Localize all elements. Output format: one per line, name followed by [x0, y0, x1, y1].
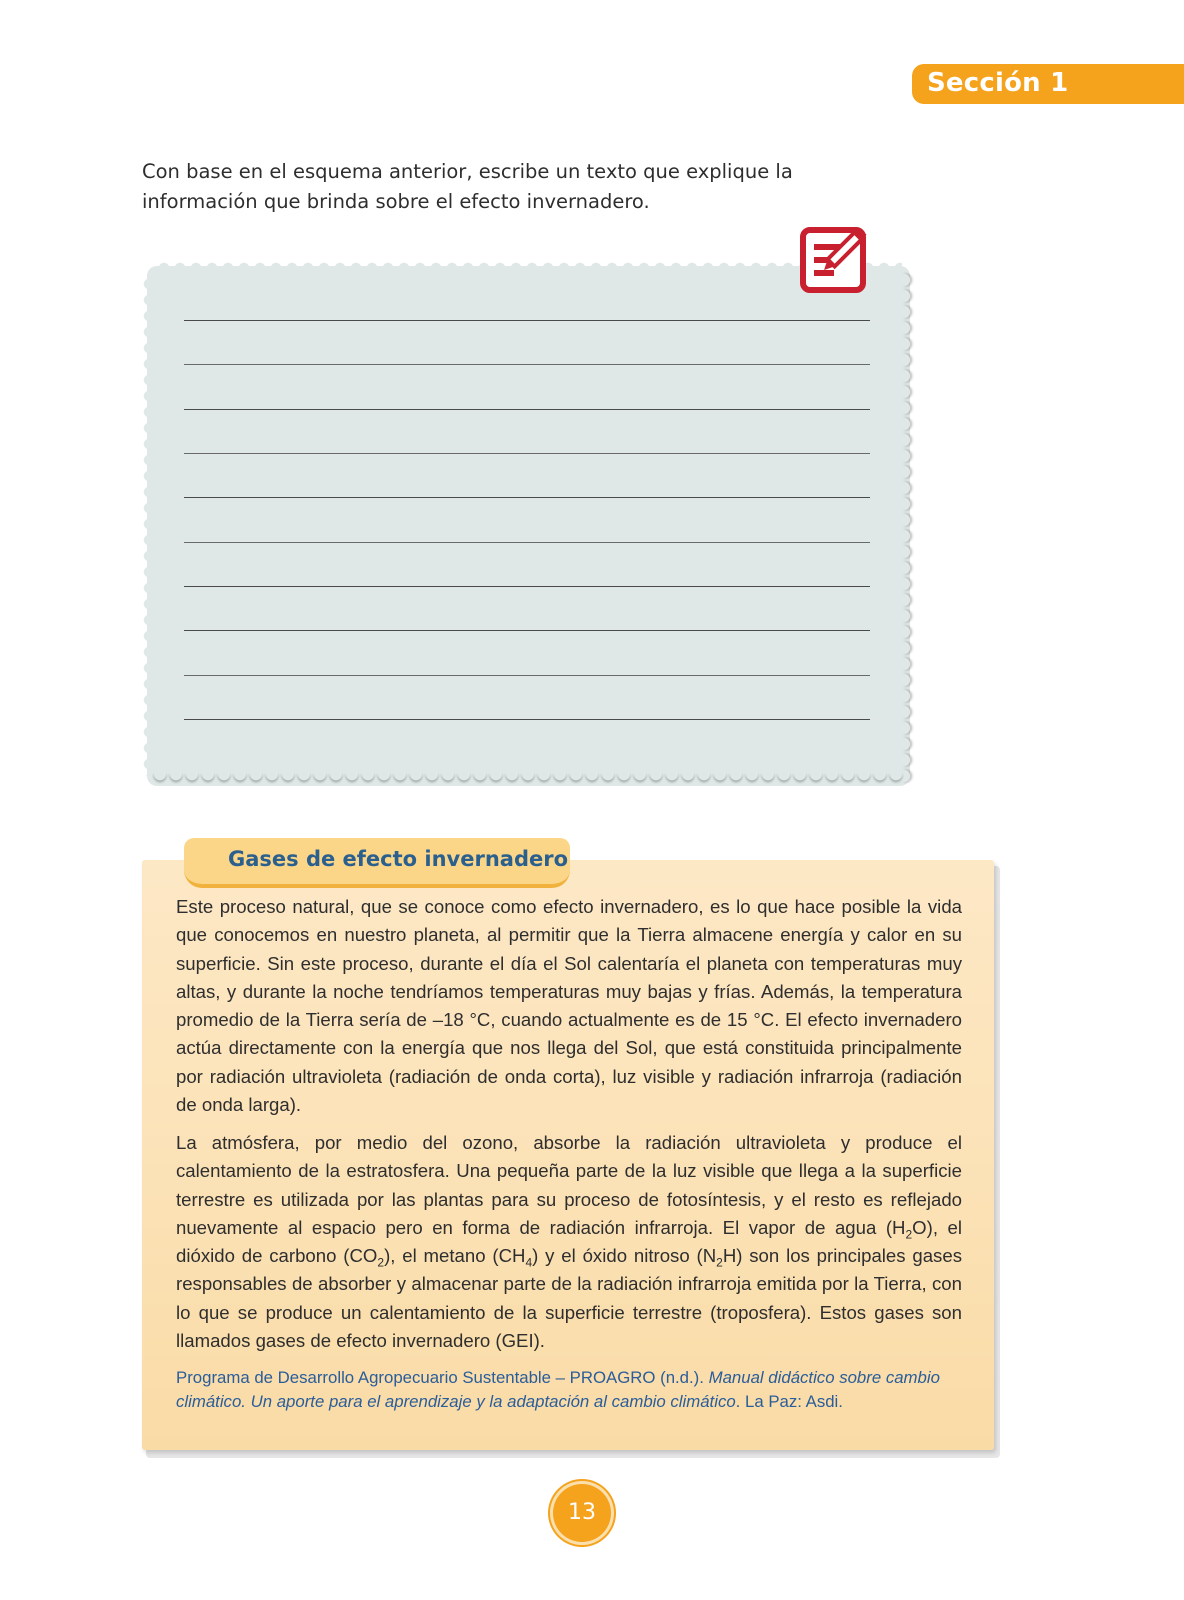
subscript: 2 [716, 1255, 723, 1270]
writing-line[interactable] [184, 453, 870, 454]
paragraph-2-text: ), el metano (CH [384, 1245, 526, 1267]
info-paragraph-1: Este proceso natural, que se conoce como efecto invernadero, es lo que hace posible la vida que conocemos en nuestro planeta, al permitir que la Tierra almacene energía y calor en su superficie. Sin este proceso, durante el día el Sol calentaría el planeta con temperaturas muy altas, y durante la noche tendríamos temperaturas muy bajas y frías. Además, la temperatura promedio de la Tierra sería de –18 °C, cuando actualmente es de 15 °C. El efecto invernadero actúa directamente con la energía que nos llega del Sol, que está constituida principalmente por radiación ultravioleta (radiación de onda corta), luz visible y radiación infrarroja (radiación de onda larga). [176, 896, 962, 1116]
paper-edge-bottom [152, 772, 904, 788]
writing-line[interactable] [184, 542, 870, 543]
writing-line[interactable] [184, 320, 870, 321]
paragraph-2-text: ) y el óxido nitroso (N [532, 1245, 717, 1267]
writing-paper[interactable] [147, 266, 910, 786]
writing-line[interactable] [184, 719, 870, 720]
section-tab [912, 64, 1184, 104]
page-number: 13 [553, 1484, 611, 1542]
info-title: Gases de efecto invernadero [228, 847, 569, 871]
paragraph-2-text: La atmósfera, por medio del ozono, absorbe la radiación ultravioleta y produce el calentamiento de la estratosfera. Una pequeña parte de la luz visible que llega a la superficie terrestre es utilizada por las plantas para su proceso de fotosíntesis, y el resto es reflejado nuevamente al espacio pero en forma de radiación infrarroja. El vapor de agua (H [176, 1132, 962, 1238]
paragraph-2-text: H) son los principales gases responsables de absorber y almacenar parte de la radiación infrarroja emitida por la Tierra, con lo que se produce un calentamiento de la superficie terrestre (troposfera). Estos gases son llamados gases de efecto invernadero (GEI). [176, 1245, 962, 1352]
info-paragraph-2 [176, 1129, 962, 1355]
section-label: Sección 1 [927, 68, 1069, 98]
edit-document-icon [800, 226, 880, 296]
writing-line[interactable] [184, 364, 870, 365]
citation-publisher: . La Paz: Asdi. [735, 1392, 843, 1411]
paragraph-2-text: O), el dióxido de carbono (CO [176, 1216, 962, 1267]
info-title-tab [184, 838, 570, 888]
writing-line[interactable] [184, 497, 870, 498]
activity-prompt: Con base en el esquema anterior, escribe un texto que explique la información que brinda sobre el efecto invernadero. [142, 160, 793, 213]
writing-line[interactable] [184, 675, 870, 676]
writing-line[interactable] [184, 409, 870, 410]
citation [176, 1366, 962, 1414]
subscript: 2 [905, 1227, 913, 1242]
citation-author: Programa de Desarrollo Agropecuario Sustentable – PROAGRO (n.d.). [176, 1368, 709, 1387]
subscript: 2 [377, 1255, 385, 1270]
writing-line[interactable] [184, 630, 870, 631]
writing-line[interactable] [184, 586, 870, 587]
subscript: 4 [525, 1255, 533, 1270]
citation-title: Manual didáctico sobre cambio climático. Un aporte para el aprendizaje y la adaptación al cambio climático [176, 1368, 940, 1411]
paper-edge-right [902, 272, 916, 782]
